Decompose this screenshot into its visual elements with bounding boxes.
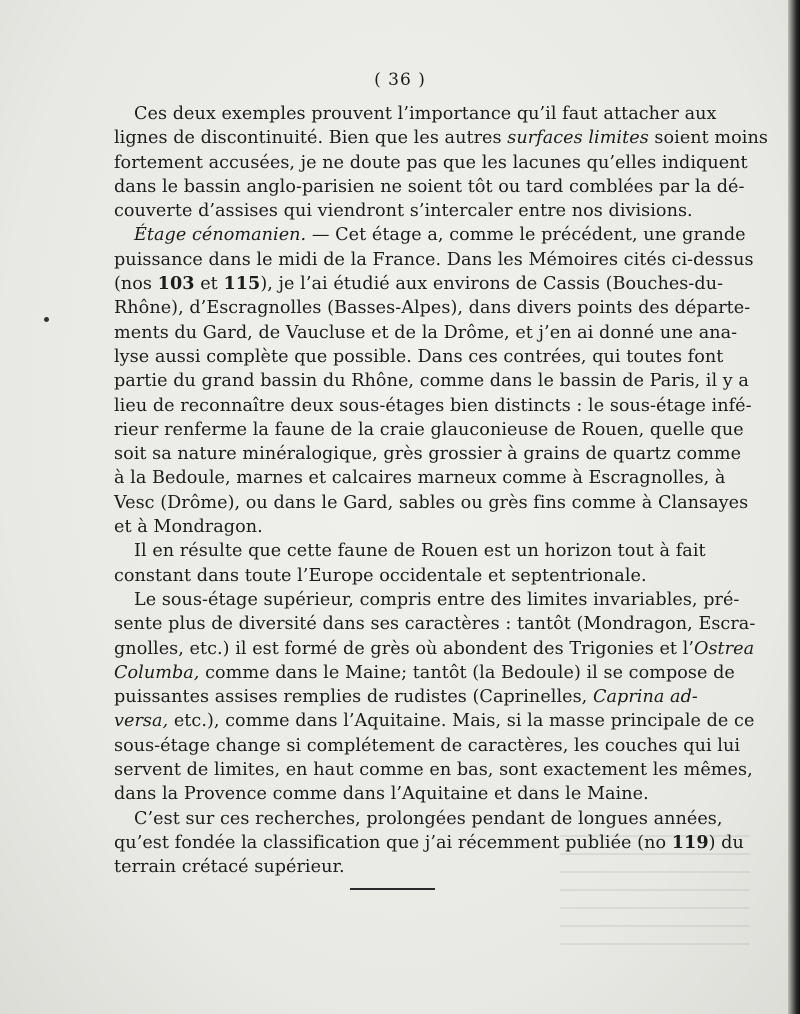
text-line — [114, 807, 723, 831]
text-segment: couverte d’assises qui viendront s’intercaler entre nos divisions. — [114, 201, 693, 222]
text-segment: lieu de reconnaître deux sous-étages bien distincts : le sous-étage infé- — [114, 395, 752, 416]
text-segment: Ostrea — [694, 638, 755, 659]
text-line — [114, 199, 693, 223]
text-line — [114, 612, 756, 636]
text-line — [114, 442, 742, 466]
text-segment: Columba, — [114, 662, 200, 683]
text-line — [114, 126, 768, 150]
text-line — [114, 758, 753, 782]
text-segment: soient moins — [648, 128, 768, 149]
text-line — [114, 661, 735, 685]
text-segment: Vesc (Drôme), ou dans le Gard, sables ou grès fins comme à Clansayes — [114, 492, 749, 513]
text-segment: qu’est fondée la classification que j’ai récemment publiée (no — [114, 832, 672, 853]
text-segment: servent de limites, en haut comme en bas, sont exactement les mêmes, — [114, 760, 753, 781]
text-segment: ments du Gard, de Vaucluse et de la Drôme, et j’en ai donné une ana- — [114, 322, 738, 343]
text-segment: fortement accusées, je ne doute pas que les lacunes qu’elles indiquent — [114, 152, 748, 173]
text-segment: comme dans le Maine; tantôt (la Bedoule) il se compose de — [199, 662, 735, 683]
text-segment: (nos — [114, 274, 158, 295]
page-number: ( 36 ) — [374, 70, 426, 90]
text-line — [114, 272, 724, 296]
text-segment: Ces deux exemples prouvent l’importance qu’il faut attacher aux — [134, 104, 717, 124]
text-segment: 103 — [157, 273, 195, 295]
text-segment: 119 — [671, 831, 709, 853]
text-segment: surfaces limites — [507, 128, 649, 149]
body-text — [114, 102, 768, 880]
text-segment: lignes de discontinuité. Bien que les autres — [114, 128, 508, 149]
text-segment: à la Bedoule, marnes et calcaires marneux comme à Escragnolles, à — [114, 468, 726, 489]
text-segment: dans le bassin anglo-parisien ne soient tôt ou tard comblées par la dé- — [114, 176, 745, 197]
text-segment: terrain crétacé supérieur. — [114, 857, 345, 878]
text-line — [114, 394, 752, 418]
text-segment: gnolles, etc.) il est formé de grès où abondent des Trigonies et l’ — [114, 638, 694, 659]
text-segment: — Cet étage a, comme le précédent, une grande — [306, 225, 746, 246]
text-line — [114, 369, 749, 393]
text-line — [114, 248, 754, 272]
text-segment: Rhône), d’Escragnolles (Basses-Alpes), dans divers points des départe- — [114, 298, 751, 319]
text-segment: Étage cénomanien. — [134, 225, 307, 246]
text-segment: Il en résulte que cette faune de Rouen est un horizon tout à fait — [134, 541, 706, 562]
text-segment: dans la Provence comme dans l’Aquitaine et dans le Maine. — [114, 784, 649, 805]
text-line — [114, 831, 744, 855]
text-segment: soit sa nature minéralogique, grès grossier à grains de quartz comme — [114, 444, 742, 465]
text-segment: sente plus de diversité dans ses caractères : tantôt (Mondragon, Escra- — [114, 614, 756, 635]
text-segment: et — [194, 274, 224, 295]
text-segment: Caprina ad- — [592, 687, 698, 708]
text-line — [114, 539, 706, 563]
text-segment: puissance dans le midi de la France. Dans les Mémoires cités ci-dessus — [114, 249, 754, 270]
text-line — [114, 296, 751, 320]
text-line — [114, 855, 678, 879]
text-line — [114, 709, 755, 733]
text-segment: rieur renferme la faune de la craie glauconieuse de Rouen, quelle que — [114, 419, 744, 440]
text-segment: 115 — [223, 273, 261, 295]
margin-dot — [44, 317, 49, 322]
text-line — [114, 418, 744, 442]
text-line — [114, 321, 738, 345]
closing-rule — [350, 888, 435, 890]
text-line — [114, 515, 678, 539]
text-segment: partie du grand bassin du Rhône, comme dans le bassin de Paris, il y a — [114, 371, 749, 392]
text-line — [114, 637, 755, 661]
text-segment: etc.), comme dans l’Aquitaine. Mais, si la masse principale de ce — [168, 711, 755, 732]
text-line — [114, 734, 741, 758]
text-line — [114, 685, 698, 709]
text-segment: puissantes assises remplies de rudistes (Caprinelles, — [114, 687, 593, 708]
text-segment: et à Mondragon. — [114, 517, 263, 538]
text-line — [114, 223, 746, 247]
text-segment: ), je l’ai étudié aux environs de Cassis (Bouches-du- — [260, 274, 724, 295]
text-line — [114, 564, 678, 588]
text-line — [114, 151, 748, 175]
text-segment: constant dans toute l’Europe occidentale et septentrionale. — [114, 565, 647, 586]
text-line — [114, 102, 717, 126]
text-segment: lyse aussi complète que possible. Dans ces contrées, qui toutes font — [114, 346, 724, 367]
text-segment: Le sous-étage supérieur, compris entre des limites invariables, pré- — [134, 589, 740, 610]
text-line — [114, 491, 749, 515]
text-segment: C’est sur ces recherches, prolongées pendant de longues années, — [134, 808, 723, 829]
text-line — [114, 466, 726, 490]
text-segment: ) du — [708, 832, 744, 853]
text-line — [114, 588, 740, 612]
text-line — [114, 782, 678, 806]
text-line — [114, 345, 724, 369]
text-segment: versa, — [114, 711, 169, 732]
page-edge-shadow — [788, 0, 800, 1014]
text-segment: sous-étage change si complétement de caractères, les couches qui lui — [114, 735, 741, 756]
text-line — [114, 175, 745, 199]
